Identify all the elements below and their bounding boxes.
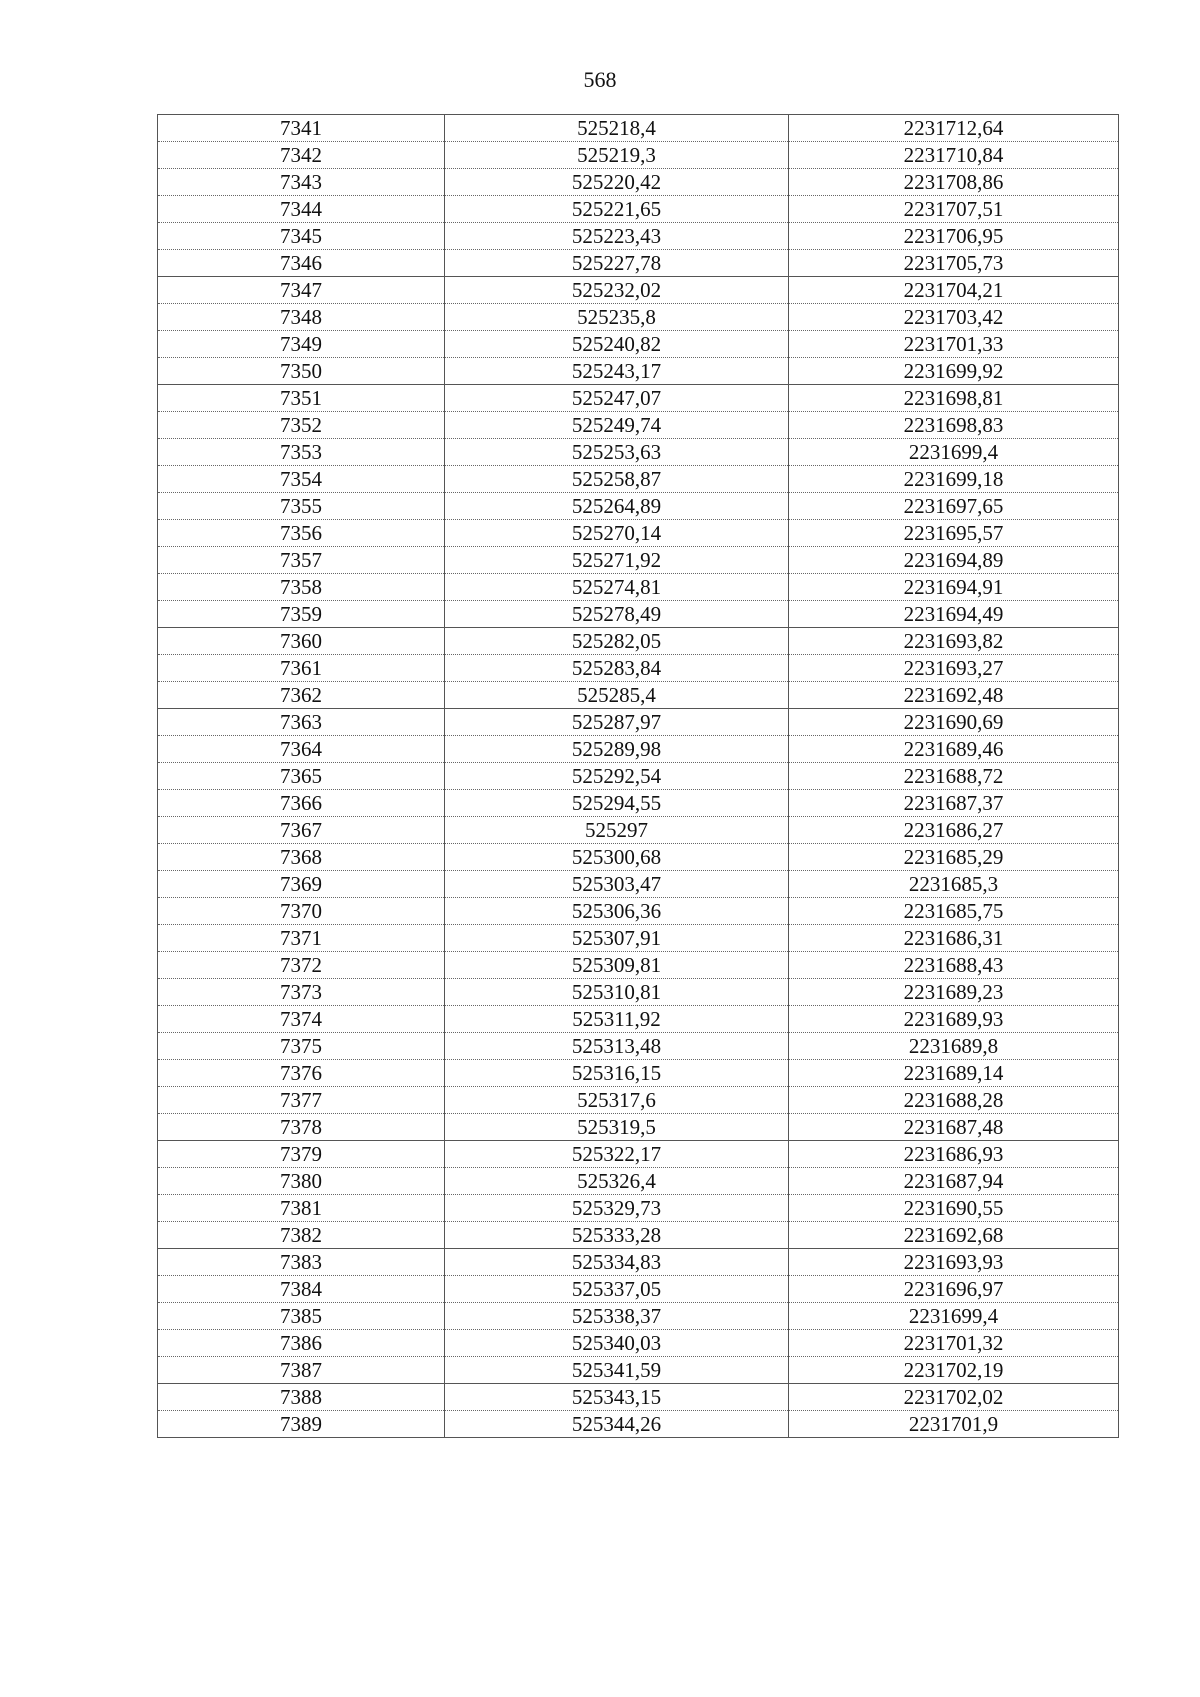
x-coordinate-cell: 525322,17 xyxy=(445,1141,789,1168)
x-coordinate-cell: 525219,3 xyxy=(445,142,789,169)
x-coordinate-cell: 525340,03 xyxy=(445,1330,789,1357)
y-coordinate-cell: 2231712,64 xyxy=(789,115,1119,142)
point-number-cell: 7350 xyxy=(158,358,445,385)
y-coordinate-cell: 2231685,75 xyxy=(789,898,1119,925)
y-coordinate-cell: 2231687,94 xyxy=(789,1168,1119,1195)
x-coordinate-cell: 525282,05 xyxy=(445,628,789,655)
point-number-cell: 7378 xyxy=(158,1114,445,1141)
point-number-cell: 7347 xyxy=(158,277,445,304)
x-coordinate-cell: 525337,05 xyxy=(445,1276,789,1303)
table-row xyxy=(158,871,1119,898)
table-row xyxy=(158,736,1119,763)
point-number-cell: 7352 xyxy=(158,412,445,439)
y-coordinate-cell: 2231685,3 xyxy=(789,871,1119,898)
x-coordinate-cell: 525287,97 xyxy=(445,709,789,736)
point-number-cell: 7372 xyxy=(158,952,445,979)
x-coordinate-cell: 525278,49 xyxy=(445,601,789,628)
y-coordinate-cell: 2231695,57 xyxy=(789,520,1119,547)
x-coordinate-cell: 525292,54 xyxy=(445,763,789,790)
x-coordinate-cell: 525271,92 xyxy=(445,547,789,574)
point-number-cell: 7354 xyxy=(158,466,445,493)
y-coordinate-cell: 2231694,91 xyxy=(789,574,1119,601)
table-row xyxy=(158,1195,1119,1222)
point-number-cell: 7346 xyxy=(158,250,445,277)
point-number-cell: 7377 xyxy=(158,1087,445,1114)
x-coordinate-cell: 525294,55 xyxy=(445,790,789,817)
y-coordinate-cell: 2231686,31 xyxy=(789,925,1119,952)
point-number-cell: 7362 xyxy=(158,682,445,709)
x-coordinate-cell: 525297 xyxy=(445,817,789,844)
y-coordinate-cell: 2231702,02 xyxy=(789,1384,1119,1411)
table-row xyxy=(158,1357,1119,1384)
y-coordinate-cell: 2231689,46 xyxy=(789,736,1119,763)
point-number-cell: 7366 xyxy=(158,790,445,817)
x-coordinate-cell: 525289,98 xyxy=(445,736,789,763)
point-number-cell: 7388 xyxy=(158,1384,445,1411)
table-row xyxy=(158,223,1119,250)
x-coordinate-cell: 525333,28 xyxy=(445,1222,789,1249)
table-row xyxy=(158,898,1119,925)
y-coordinate-cell: 2231703,42 xyxy=(789,304,1119,331)
x-coordinate-cell: 525221,65 xyxy=(445,196,789,223)
x-coordinate-cell: 525311,92 xyxy=(445,1006,789,1033)
point-number-cell: 7360 xyxy=(158,628,445,655)
table-row xyxy=(158,952,1119,979)
table-row xyxy=(158,817,1119,844)
coordinates-table xyxy=(157,114,1119,1438)
table-row xyxy=(158,1303,1119,1330)
point-number-cell: 7356 xyxy=(158,520,445,547)
x-coordinate-cell: 525285,4 xyxy=(445,682,789,709)
table-row xyxy=(158,1168,1119,1195)
x-coordinate-cell: 525317,6 xyxy=(445,1087,789,1114)
y-coordinate-cell: 2231697,65 xyxy=(789,493,1119,520)
y-coordinate-cell: 2231704,21 xyxy=(789,277,1119,304)
y-coordinate-cell: 2231688,28 xyxy=(789,1087,1119,1114)
point-number-cell: 7384 xyxy=(158,1276,445,1303)
x-coordinate-cell: 525220,42 xyxy=(445,169,789,196)
y-coordinate-cell: 2231701,9 xyxy=(789,1411,1119,1438)
table-row xyxy=(158,1276,1119,1303)
y-coordinate-cell: 2231705,73 xyxy=(789,250,1119,277)
y-coordinate-cell: 2231688,72 xyxy=(789,763,1119,790)
x-coordinate-cell: 525283,84 xyxy=(445,655,789,682)
table-row xyxy=(158,358,1119,385)
table-row xyxy=(158,412,1119,439)
table-row xyxy=(158,196,1119,223)
y-coordinate-cell: 2231693,93 xyxy=(789,1249,1119,1276)
y-coordinate-cell: 2231692,48 xyxy=(789,682,1119,709)
x-coordinate-cell: 525274,81 xyxy=(445,574,789,601)
table-row xyxy=(158,763,1119,790)
x-coordinate-cell: 525309,81 xyxy=(445,952,789,979)
table-row xyxy=(158,682,1119,709)
x-coordinate-cell: 525306,36 xyxy=(445,898,789,925)
point-number-cell: 7345 xyxy=(158,223,445,250)
y-coordinate-cell: 2231690,69 xyxy=(789,709,1119,736)
point-number-cell: 7358 xyxy=(158,574,445,601)
x-coordinate-cell: 525247,07 xyxy=(445,385,789,412)
x-coordinate-cell: 525343,15 xyxy=(445,1384,789,1411)
y-coordinate-cell: 2231699,18 xyxy=(789,466,1119,493)
point-number-cell: 7369 xyxy=(158,871,445,898)
table-row xyxy=(158,1087,1119,1114)
table-row xyxy=(158,331,1119,358)
point-number-cell: 7383 xyxy=(158,1249,445,1276)
y-coordinate-cell: 2231696,97 xyxy=(789,1276,1119,1303)
y-coordinate-cell: 2231693,82 xyxy=(789,628,1119,655)
table-row xyxy=(158,1330,1119,1357)
point-number-cell: 7368 xyxy=(158,844,445,871)
point-number-cell: 7367 xyxy=(158,817,445,844)
x-coordinate-cell: 525249,74 xyxy=(445,412,789,439)
x-coordinate-cell: 525313,48 xyxy=(445,1033,789,1060)
table-row xyxy=(158,628,1119,655)
table-row xyxy=(158,979,1119,1006)
point-number-cell: 7373 xyxy=(158,979,445,1006)
table-row xyxy=(158,385,1119,412)
y-coordinate-cell: 2231702,19 xyxy=(789,1357,1119,1384)
table-row xyxy=(158,520,1119,547)
point-number-cell: 7376 xyxy=(158,1060,445,1087)
table-row xyxy=(158,844,1119,871)
point-number-cell: 7386 xyxy=(158,1330,445,1357)
point-number-cell: 7353 xyxy=(158,439,445,466)
point-number-cell: 7349 xyxy=(158,331,445,358)
table-row xyxy=(158,1411,1119,1438)
point-number-cell: 7355 xyxy=(158,493,445,520)
y-coordinate-cell: 2231708,86 xyxy=(789,169,1119,196)
y-coordinate-cell: 2231707,51 xyxy=(789,196,1119,223)
point-number-cell: 7381 xyxy=(158,1195,445,1222)
x-coordinate-cell: 525326,4 xyxy=(445,1168,789,1195)
y-coordinate-cell: 2231689,8 xyxy=(789,1033,1119,1060)
table-row xyxy=(158,1006,1119,1033)
point-number-cell: 7363 xyxy=(158,709,445,736)
point-number-cell: 7387 xyxy=(158,1357,445,1384)
y-coordinate-cell: 2231698,81 xyxy=(789,385,1119,412)
point-number-cell: 7375 xyxy=(158,1033,445,1060)
y-coordinate-cell: 2231685,29 xyxy=(789,844,1119,871)
x-coordinate-cell: 525270,14 xyxy=(445,520,789,547)
table-row xyxy=(158,655,1119,682)
x-coordinate-cell: 525341,59 xyxy=(445,1357,789,1384)
point-number-cell: 7357 xyxy=(158,547,445,574)
table-row xyxy=(158,439,1119,466)
table-row xyxy=(158,250,1119,277)
table-row xyxy=(158,925,1119,952)
point-number-cell: 7364 xyxy=(158,736,445,763)
table-row xyxy=(158,574,1119,601)
x-coordinate-cell: 525319,5 xyxy=(445,1114,789,1141)
table-row xyxy=(158,169,1119,196)
x-coordinate-cell: 525300,68 xyxy=(445,844,789,871)
point-number-cell: 7342 xyxy=(158,142,445,169)
y-coordinate-cell: 2231699,4 xyxy=(789,1303,1119,1330)
x-coordinate-cell: 525338,37 xyxy=(445,1303,789,1330)
x-coordinate-cell: 525310,81 xyxy=(445,979,789,1006)
x-coordinate-cell: 525227,78 xyxy=(445,250,789,277)
point-number-cell: 7344 xyxy=(158,196,445,223)
x-coordinate-cell: 525243,17 xyxy=(445,358,789,385)
x-coordinate-cell: 525240,82 xyxy=(445,331,789,358)
y-coordinate-cell: 2231690,55 xyxy=(789,1195,1119,1222)
y-coordinate-cell: 2231701,32 xyxy=(789,1330,1119,1357)
x-coordinate-cell: 525232,02 xyxy=(445,277,789,304)
y-coordinate-cell: 2231710,84 xyxy=(789,142,1119,169)
y-coordinate-cell: 2231692,68 xyxy=(789,1222,1119,1249)
y-coordinate-cell: 2231706,95 xyxy=(789,223,1119,250)
y-coordinate-cell: 2231701,33 xyxy=(789,331,1119,358)
table-row xyxy=(158,709,1119,736)
table-row xyxy=(158,115,1119,142)
point-number-cell: 7348 xyxy=(158,304,445,331)
x-coordinate-cell: 525316,15 xyxy=(445,1060,789,1087)
y-coordinate-cell: 2231689,23 xyxy=(789,979,1119,1006)
x-coordinate-cell: 525329,73 xyxy=(445,1195,789,1222)
table-row xyxy=(158,547,1119,574)
table-row xyxy=(158,142,1119,169)
point-number-cell: 7389 xyxy=(158,1411,445,1438)
y-coordinate-cell: 2231693,27 xyxy=(789,655,1119,682)
table-row xyxy=(158,304,1119,331)
table-row xyxy=(158,466,1119,493)
table-row xyxy=(158,1060,1119,1087)
y-coordinate-cell: 2231698,83 xyxy=(789,412,1119,439)
y-coordinate-cell: 2231699,4 xyxy=(789,439,1119,466)
y-coordinate-cell: 2231688,43 xyxy=(789,952,1119,979)
point-number-cell: 7371 xyxy=(158,925,445,952)
x-coordinate-cell: 525223,43 xyxy=(445,223,789,250)
x-coordinate-cell: 525253,63 xyxy=(445,439,789,466)
x-coordinate-cell: 525258,87 xyxy=(445,466,789,493)
x-coordinate-cell: 525218,4 xyxy=(445,115,789,142)
x-coordinate-cell: 525264,89 xyxy=(445,493,789,520)
table-row xyxy=(158,1141,1119,1168)
y-coordinate-cell: 2231699,92 xyxy=(789,358,1119,385)
table-row xyxy=(158,277,1119,304)
point-number-cell: 7359 xyxy=(158,601,445,628)
table-row xyxy=(158,1222,1119,1249)
point-number-cell: 7370 xyxy=(158,898,445,925)
point-number-cell: 7382 xyxy=(158,1222,445,1249)
point-number-cell: 7351 xyxy=(158,385,445,412)
x-coordinate-cell: 525235,8 xyxy=(445,304,789,331)
coordinates-table-body xyxy=(158,115,1119,1438)
y-coordinate-cell: 2231694,49 xyxy=(789,601,1119,628)
table-row xyxy=(158,1114,1119,1141)
point-number-cell: 7385 xyxy=(158,1303,445,1330)
point-number-cell: 7341 xyxy=(158,115,445,142)
table-row xyxy=(158,1384,1119,1411)
table-row xyxy=(158,1033,1119,1060)
point-number-cell: 7343 xyxy=(158,169,445,196)
y-coordinate-cell: 2231687,48 xyxy=(789,1114,1119,1141)
table-row xyxy=(158,601,1119,628)
point-number-cell: 7374 xyxy=(158,1006,445,1033)
x-coordinate-cell: 525307,91 xyxy=(445,925,789,952)
point-number-cell: 7365 xyxy=(158,763,445,790)
table-row xyxy=(158,790,1119,817)
point-number-cell: 7380 xyxy=(158,1168,445,1195)
point-number-cell: 7379 xyxy=(158,1141,445,1168)
y-coordinate-cell: 2231686,27 xyxy=(789,817,1119,844)
x-coordinate-cell: 525344,26 xyxy=(445,1411,789,1438)
y-coordinate-cell: 2231686,93 xyxy=(789,1141,1119,1168)
point-number-cell: 7361 xyxy=(158,655,445,682)
y-coordinate-cell: 2231687,37 xyxy=(789,790,1119,817)
y-coordinate-cell: 2231689,93 xyxy=(789,1006,1119,1033)
x-coordinate-cell: 525334,83 xyxy=(445,1249,789,1276)
table-row xyxy=(158,1249,1119,1276)
page-number: 568 xyxy=(583,67,617,92)
x-coordinate-cell: 525303,47 xyxy=(445,871,789,898)
table-row xyxy=(158,493,1119,520)
y-coordinate-cell: 2231689,14 xyxy=(789,1060,1119,1087)
y-coordinate-cell: 2231694,89 xyxy=(789,547,1119,574)
